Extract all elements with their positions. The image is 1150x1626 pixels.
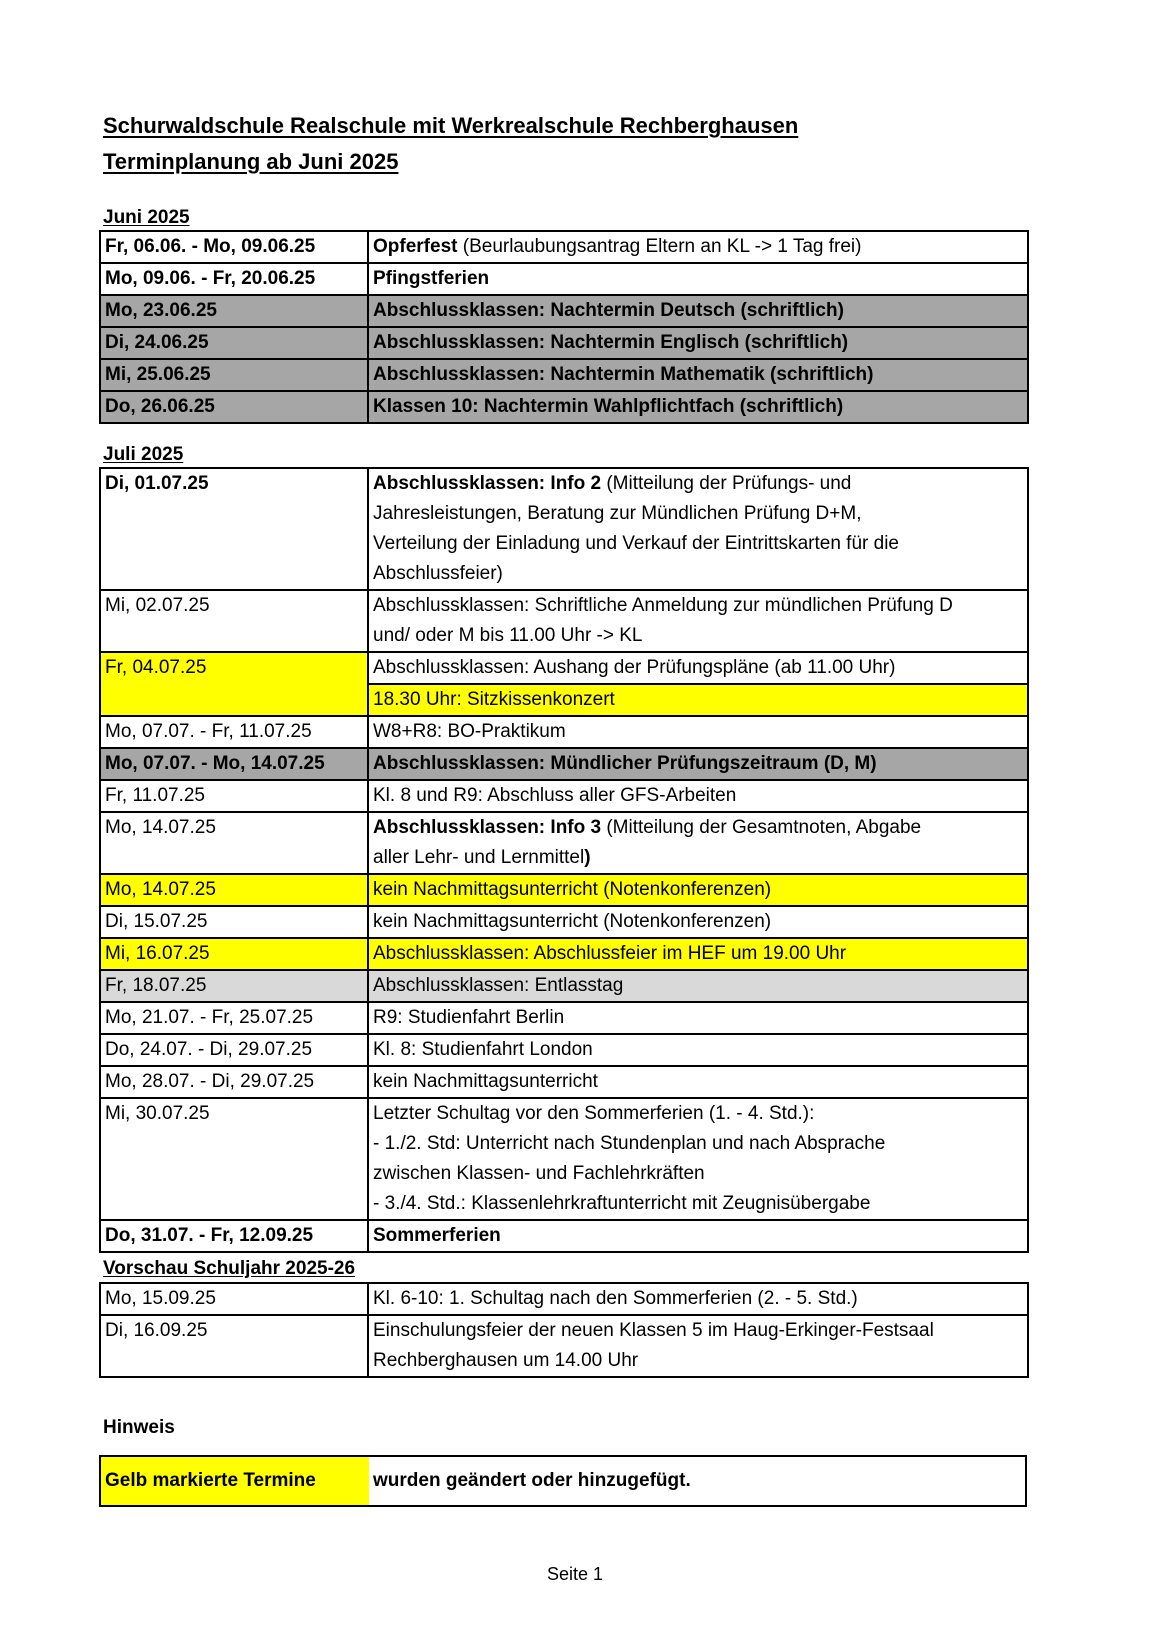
table-row	[100, 391, 1028, 423]
date-cell: Mo, 14.07.25	[100, 874, 368, 906]
date-cell: Mo, 14.07.25	[100, 812, 368, 874]
table-row	[100, 263, 1028, 295]
table-row	[100, 716, 1028, 748]
event-cell: Sommerferien	[368, 1220, 1028, 1252]
table-row	[100, 970, 1028, 1002]
event-line: Jahresleistungen, Beratung zur Mündlichen Prüfung D+M,	[373, 503, 862, 524]
table-row	[100, 468, 1028, 590]
event-line: Einschulungsfeier der neuen Klassen 5 im Haug-Erkinger-Festsaal	[373, 1320, 934, 1341]
table-row	[100, 1066, 1028, 1098]
date-cell: Fr, 04.07.25	[100, 652, 368, 716]
date-cell: Do, 26.06.25	[100, 391, 368, 423]
event-cell: Abschlussklassen: Nachtermin Deutsch (schriftlich)	[368, 295, 1028, 327]
table-row	[100, 1456, 1026, 1506]
date-cell: Mo, 28.07. - Di, 29.07.25	[100, 1066, 368, 1098]
date-cell: Mo, 23.06.25	[100, 295, 368, 327]
table-row	[100, 652, 1028, 684]
date-cell: Fr, 18.07.25	[100, 970, 368, 1002]
schedule-table-juli	[99, 467, 1029, 1253]
event-cell: kein Nachmittagsunterricht (Notenkonferenzen)	[368, 874, 1028, 906]
table-row	[100, 359, 1028, 391]
table-row	[100, 327, 1028, 359]
schedule-table-juni	[99, 230, 1029, 424]
event-line	[373, 843, 1023, 873]
date-cell: Mi, 30.07.25	[100, 1098, 368, 1220]
table-row	[100, 1220, 1028, 1252]
section-heading-juni: Juni 2025	[103, 207, 190, 228]
date-cell: Di, 01.07.25	[100, 468, 368, 590]
table-row	[100, 874, 1028, 906]
table-row	[100, 1034, 1028, 1066]
event-cell: Kl. 8 und R9: Abschluss aller GFS-Arbeiten	[368, 780, 1028, 812]
event-title: Opferfest	[373, 236, 458, 257]
table-row	[100, 1098, 1028, 1220]
table-row	[100, 295, 1028, 327]
event-cell: Abschlussklassen: Mündlicher Prüfungszeitraum (D, M)	[368, 748, 1028, 780]
event-cell: Klassen 10: Nachtermin Wahlpflichtfach (schriftlich)	[368, 391, 1028, 423]
event-line: Abschlussfeier)	[373, 563, 503, 584]
table-row	[100, 812, 1028, 874]
event-detail: (Beurlaubungsantrag Eltern an KL -> 1 Tag frei)	[457, 236, 862, 257]
date-cell: Do, 24.07. - Di, 29.07.25	[100, 1034, 368, 1066]
table-row	[100, 231, 1028, 263]
event-cell: Pfingstferien	[368, 263, 1028, 295]
event-line: - 3./4. Std.: Klassenlehrkraftunterricht mit Zeugnisübergabe	[373, 1193, 871, 1214]
page-number: Seite 1	[546, 1564, 604, 1584]
event-detail: (Mitteilung der Prüfungs- und	[601, 473, 852, 494]
table-row	[100, 1283, 1028, 1315]
event-detail: aller Lehr- und Lernmittel	[373, 847, 585, 868]
event-cell: Abschlussklassen: Entlasstag	[368, 970, 1028, 1002]
event-line: Abschlussklassen: Schriftliche Anmeldung zur mündlichen Prüfung D	[373, 595, 953, 616]
event-cell	[368, 1315, 1028, 1377]
event-line: Rechberghausen um 14.00 Uhr	[373, 1350, 639, 1371]
section-heading-juli: Juli 2025	[103, 444, 184, 465]
event-line	[373, 813, 1023, 843]
event-cell	[368, 590, 1028, 652]
event-title: Abschlussklassen: Info 3	[373, 817, 602, 838]
event-cell: Kl. 6-10: 1. Schultag nach den Sommerferien (2. - 5. Std.)	[368, 1283, 1028, 1315]
legend-yellow-label: Gelb markierte Termine	[100, 1456, 369, 1506]
event-cell: R9: Studienfahrt Berlin	[368, 1002, 1028, 1034]
table-row	[100, 748, 1028, 780]
table-row	[100, 1315, 1028, 1377]
event-cell: Abschlussklassen: Nachtermin Mathematik (schriftlich)	[368, 359, 1028, 391]
table-row	[100, 938, 1028, 970]
event-cell: Abschlussklassen: Nachtermin Englisch (schriftlich)	[368, 327, 1028, 359]
event-cell	[368, 812, 1028, 874]
event-cell: kein Nachmittagsunterricht	[368, 1066, 1028, 1098]
table-row	[100, 906, 1028, 938]
event-cell	[368, 468, 1028, 590]
date-cell: Mo, 07.07. - Mo, 14.07.25	[100, 748, 368, 780]
event-line: Verteilung der Einladung und Verkauf der Eintrittskarten für die	[373, 533, 899, 554]
event-line: zwischen Klassen- und Fachlehrkräften	[373, 1163, 705, 1184]
date-cell: Di, 24.06.25	[100, 327, 368, 359]
table-row	[100, 1002, 1028, 1034]
legend-description: wurden geändert oder hinzugefügt.	[369, 1456, 1026, 1506]
event-cell: Kl. 8: Studienfahrt London	[368, 1034, 1028, 1066]
planning-title: Terminplanung ab Juni 2025	[103, 149, 399, 174]
event-cell: Abschlussklassen: Abschlussfeier im HEF um 19.00 Uhr	[368, 938, 1028, 970]
event-cell: W8+R8: BO-Praktikum	[368, 716, 1028, 748]
legend-box	[99, 1455, 1027, 1507]
event-line: Letzter Schultag vor den Sommerferien (1. - 4. Std.):	[373, 1103, 815, 1124]
date-cell: Fr, 11.07.25	[100, 780, 368, 812]
date-cell: Do, 31.07. - Fr, 12.09.25	[100, 1220, 368, 1252]
date-cell: Mi, 16.07.25	[100, 938, 368, 970]
school-title: Schurwaldschule Realschule mit Werkrealschule Rechberghausen	[103, 113, 799, 138]
event-cell: Abschlussklassen: Aushang der Prüfungspläne (ab 11.00 Uhr)	[368, 652, 1028, 684]
date-cell: Mo, 15.09.25	[100, 1283, 368, 1315]
event-line: und/ oder M bis 11.00 Uhr -> KL	[373, 625, 643, 646]
event-title: Abschlussklassen: Info 2	[373, 473, 602, 494]
date-cell: Di, 15.07.25	[100, 906, 368, 938]
closing-paren: )	[584, 847, 591, 868]
event-cell	[368, 1098, 1028, 1220]
schedule-table-vorschau	[99, 1282, 1029, 1378]
date-cell: Mo, 09.06. - Fr, 20.06.25	[100, 263, 368, 295]
event-line	[373, 469, 1023, 499]
section-heading-vorschau: Vorschau Schuljahr 2025-26	[103, 1258, 356, 1279]
hinweis-heading: Hinweis	[103, 1417, 175, 1438]
date-cell: Di, 16.09.25	[100, 1315, 368, 1377]
table-row	[100, 780, 1028, 812]
date-cell: Mo, 07.07. - Fr, 11.07.25	[100, 716, 368, 748]
event-cell	[368, 231, 1028, 263]
date-cell: Mi, 25.06.25	[100, 359, 368, 391]
event-line: - 1./2. Std: Unterricht nach Stundenplan und nach Absprache	[373, 1133, 886, 1154]
event-detail: (Mitteilung der Gesamtnoten, Abgabe	[601, 817, 922, 838]
date-cell: Mi, 02.07.25	[100, 590, 368, 652]
table-row	[100, 590, 1028, 652]
date-cell: Fr, 06.06. - Mo, 09.06.25	[100, 231, 368, 263]
event-cell: 18.30 Uhr: Sitzkissenkonzert	[368, 684, 1028, 716]
date-cell: Mo, 21.07. - Fr, 25.07.25	[100, 1002, 368, 1034]
event-cell: kein Nachmittagsunterricht (Notenkonferenzen)	[368, 906, 1028, 938]
